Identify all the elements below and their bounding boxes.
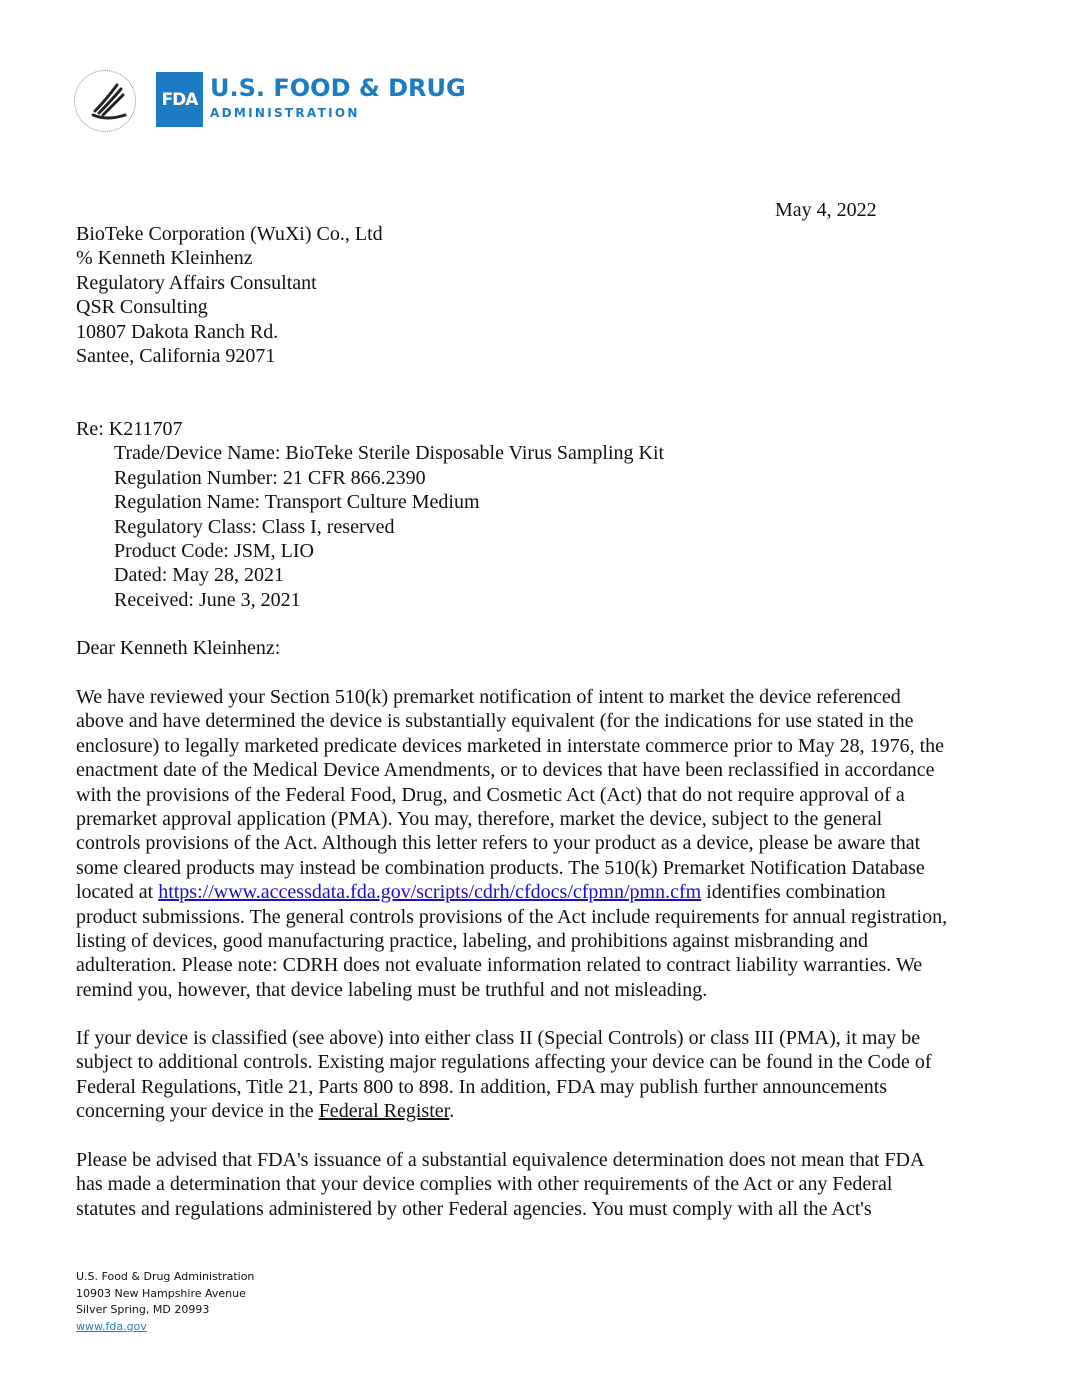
paragraph-line: Please be advised that FDA's issuance of a substantial equivalence determination does not mean that FDA [76, 1149, 925, 1171]
federal-register-reference: Federal Register [318, 1100, 450, 1123]
paragraph-line: some cleared products may instead be combination products. The 510(k) Premarket Notification Database [76, 856, 925, 879]
reference-item: Regulation Name: Transport Culture Medium [114, 491, 480, 514]
reference-item: Regulation Number: 21 CFR 866.2390 [114, 466, 426, 489]
recipient-address [76, 222, 383, 368]
reference-item: Regulatory Class: Class I, reserved [114, 515, 395, 538]
paragraph-1 [76, 685, 947, 1002]
paragraph-line: If your device is classified (see above) into either class II (Special Controls) or class III (PMA), it may be [76, 1027, 921, 1049]
address-line: Regulatory Affairs Consultant [76, 271, 317, 294]
paragraph-line: product submissions. The general controls provisions of the Act include requirements for annual registration, [76, 905, 948, 928]
paragraph-2 [76, 1026, 932, 1124]
footer-line: U.S. Food & Drug Administration [76, 1270, 255, 1283]
paragraph-line: We have reviewed your Section 510(k) premarket notification of intent to market the device referenced [76, 686, 901, 708]
footer-line: 10903 New Hampshire Avenue [76, 1286, 246, 1300]
fda-mark: FDA [156, 72, 203, 127]
reference-item: Product Code: JSM, LIO [114, 540, 314, 563]
paragraph-line: controls provisions of the Act. Although this letter refers to your product as a device, please be aware that [76, 832, 921, 855]
paragraph-line: listing of devices, good manufacturing practice, labeling, and prohibitions against misbranding and [76, 930, 869, 953]
address-line: QSR Consulting [76, 296, 208, 319]
footer-address [76, 1269, 254, 1335]
reference-number: Re: K211707 [76, 418, 183, 440]
text-segment: identifies combination [701, 881, 886, 904]
paragraph-line: with the provisions of the Federal Food, Drug, and Cosmetic Act (Act) that do not require approval of a [76, 783, 905, 806]
paragraph-line: subject to additional controls. Existing major regulations affecting your device can be found in the Code of [76, 1051, 932, 1074]
letter-date: May 4, 2022 [775, 199, 877, 221]
database-link[interactable]: https://www.accessdata.fda.gov/scripts/cdrh/cfdocs/cfpmn/pmn.cfm [158, 881, 702, 904]
paragraph-line: enactment date of the Medical Device Amendments, or to devices that have been reclassified in accordance [76, 759, 935, 782]
text-segment: . [449, 1100, 455, 1123]
paragraph-line: adulteration. Please note: CDRH does not evaluate information related to contract liability warranties. We [76, 954, 923, 977]
paragraph-line: statutes and regulations administered by other Federal agencies. You must comply with all the Act's [76, 1197, 872, 1220]
hhs-seal-icon [74, 70, 136, 132]
paragraph-line: Federal Regulations, Title 21, Parts 800 to 898. In addition, FDA may publish further announcements [76, 1075, 888, 1098]
text-segment: located at [76, 881, 159, 904]
paragraph-line: has made a determination that your device complies with other requirements of the Act or any Federal [76, 1173, 893, 1196]
reference-item: Trade/Device Name: BioTeke Sterile Disposable Virus Sampling Kit [114, 442, 665, 465]
paragraph-3 [76, 1148, 924, 1221]
paragraph-line [76, 880, 947, 904]
agency-name: U.S. FOOD & DRUG [210, 74, 466, 102]
text-segment: concerning your device in the [76, 1100, 319, 1123]
address-line: % Kenneth Kleinhenz [76, 247, 253, 270]
reference-item: Dated: May 28, 2021 [114, 564, 284, 587]
fda-logo [74, 68, 466, 132]
address-line: Santee, California 92071 [76, 345, 276, 368]
reference-item: Received: June 3, 2021 [114, 588, 301, 611]
paragraph-line: enclosure) to legally marketed predicate devices marketed in interstate commerce prior to May 28, 1976, the [76, 734, 944, 757]
paragraph-line: premarket approval application (PMA). You may, therefore, market the device, subject to the general [76, 808, 883, 831]
address-line: BioTeke Corporation (WuXi) Co., Ltd [76, 223, 383, 245]
paragraph-line [76, 1099, 932, 1123]
reference-block [76, 417, 664, 612]
agency-subtitle: ADMINISTRATION [210, 106, 360, 120]
paragraph-line: above and have determined the device is substantially equivalent (for the indications for use stated in the [76, 710, 914, 733]
salutation: Dear Kenneth Kleinhenz: [76, 637, 281, 659]
fda-website-link[interactable]: www.fda.gov [76, 1319, 147, 1333]
paragraph-line: remind you, however, that device labeling must be truthful and not misleading. [76, 978, 708, 1001]
footer-line: Silver Spring, MD 20993 [76, 1303, 210, 1317]
address-line: 10807 Dakota Ranch Rd. [76, 320, 279, 343]
